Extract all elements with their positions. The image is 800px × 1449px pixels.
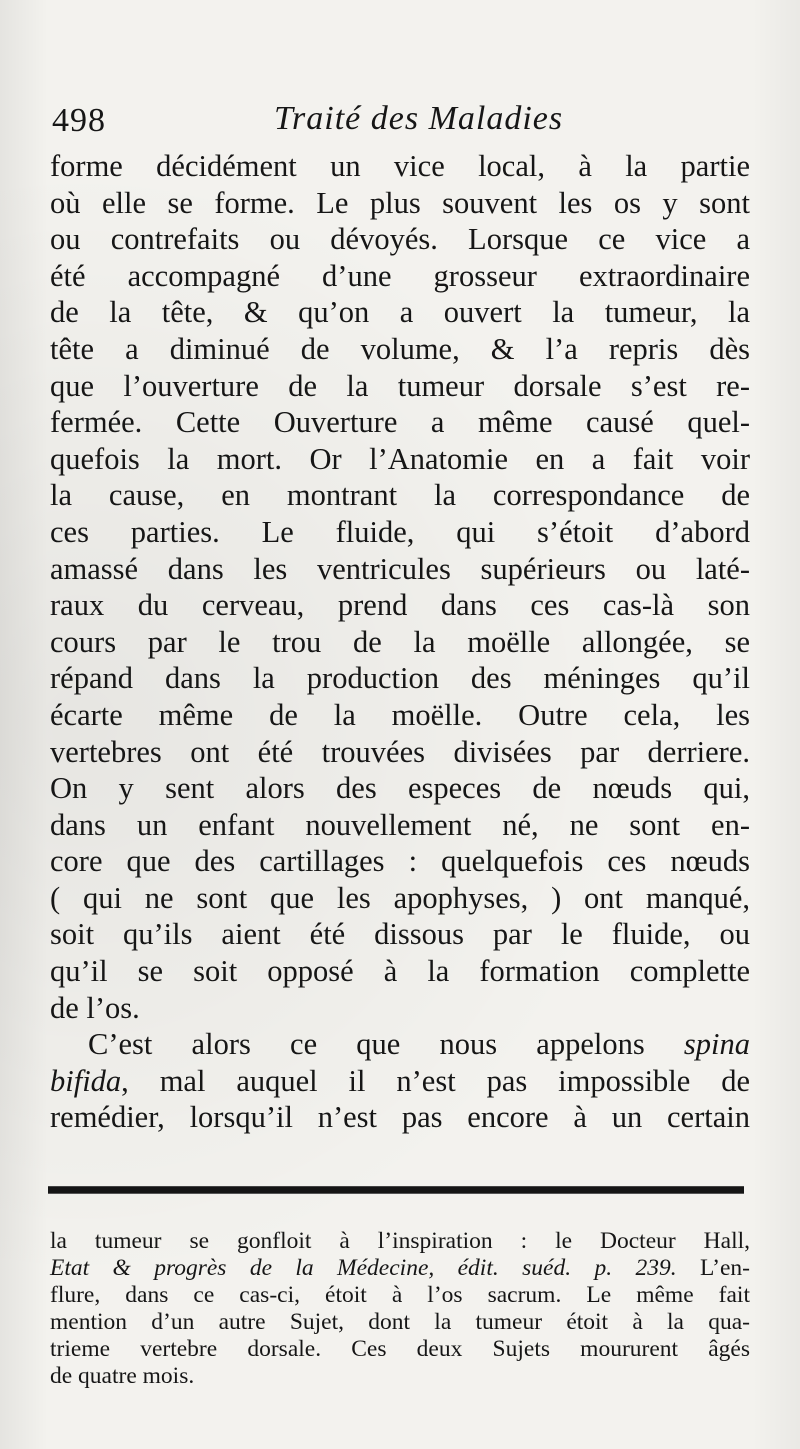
footnote-line: de quatre mois.: [50, 1363, 195, 1389]
text-line: de la tête, & qu’on a ouvert la tumeur, la: [50, 295, 750, 330]
footnote-rule: [48, 1187, 744, 1193]
footnote-line: mention d’un autre Sujet, dont la tumeur étoit à la qua-: [50, 1309, 750, 1335]
text-line: forme décidément un vice local, à la partie: [50, 149, 750, 183]
text-line: qu’il se soit opposé à la formation complette: [50, 954, 750, 989]
running-title: Traité des Maladies: [274, 100, 564, 137]
citation: Etat & progrès de la Médecine, édit. suéd. p. 239.: [50, 1255, 677, 1281]
text-line: où elle se forme. Le plus souvent les os y sont: [50, 185, 750, 220]
text-span: C’est alors ce que nous appelons: [88, 1027, 684, 1062]
text-line: quefois la mort. Or l’Anatomie en a fait voir: [50, 441, 750, 476]
text-line: fermée. Cette Ouverture a même causé quel-: [50, 405, 750, 440]
footnote-line: [50, 1255, 750, 1282]
main-text: [50, 148, 750, 1136]
text-line: répand dans la production des méninges qu’il: [50, 661, 750, 696]
text-line: ces parties. Le fluide, qui s’étoit d’abord: [50, 514, 750, 549]
text-line: ou contrefaits ou dévoyés. Lorsque ce vice a: [50, 222, 750, 257]
footnote-line: trieme vertebre dorsale. Ces deux Sujets moururent âgés: [50, 1336, 750, 1362]
italic-term: bifida: [50, 1063, 122, 1098]
text-line: soit qu’ils aient été dissous par le fluide, ou: [50, 917, 750, 952]
page-number: 498: [52, 102, 106, 139]
footnote-line: flure, dans ce cas-ci, étoit à l’os sacrum. Le même fait: [50, 1282, 750, 1308]
text-line: On y sent alors des especes de nœuds qui,: [50, 771, 750, 806]
footnote-line: la tumeur se gonfloit à l’inspiration : le Docteur Hall,: [50, 1228, 750, 1254]
italic-term: spina: [683, 1027, 750, 1062]
footnote: [50, 1228, 750, 1390]
text-line: cours par le trou de la moëlle allongée, se: [50, 624, 750, 659]
text-span: , mal auquel il n’est pas impossible de: [121, 1063, 750, 1098]
text-line: core que des cartillages : quelquefois ces nœuds: [50, 844, 750, 879]
text-span: L’en-: [676, 1255, 751, 1281]
text-line: écarte même de la moëlle. Outre cela, les: [50, 697, 750, 732]
text-line: que l’ouverture de la tumeur dorsale s’est re-: [50, 368, 750, 403]
text-line: de l’os.: [50, 990, 140, 1025]
text-line: la cause, en montrant la correspondance de: [50, 478, 750, 513]
text-line: ( qui ne sont que les apophyses, ) ont manqué,: [50, 880, 750, 915]
text-line: été accompagné d’une grosseur extraordinaire: [50, 258, 750, 293]
text-line: vertebres ont été trouvées divisées par derriere.: [50, 734, 750, 769]
text-line: tête a diminué de volume, & l’a repris dès: [50, 331, 750, 366]
paragraph-line: remédier, lorsqu’il n’est pas encore à un certain: [50, 1100, 750, 1135]
text-line: raux du cerveau, prend dans ces cas-là son: [50, 588, 750, 623]
text-line: dans un enfant nouvellement né, ne sont en-: [50, 807, 750, 842]
running-head: [0, 96, 800, 156]
text-line: amassé dans les ventricules supérieurs ou laté-: [50, 551, 750, 586]
paragraph-line: [50, 1026, 750, 1063]
paragraph-line: [50, 1063, 750, 1100]
